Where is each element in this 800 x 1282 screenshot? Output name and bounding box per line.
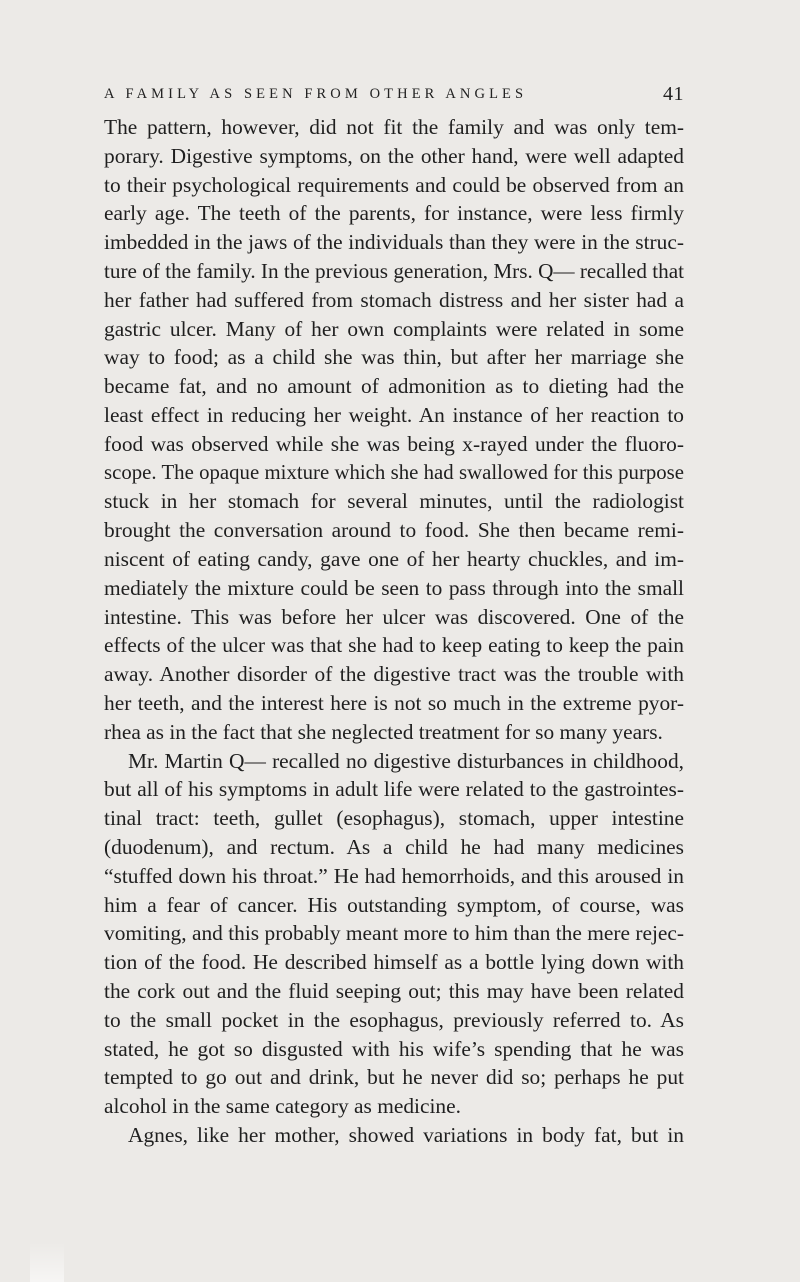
text-line: mediately the mixture could be seen to pass through into the small — [104, 575, 684, 600]
text-line: alcohol in the same category as medicine. — [104, 1094, 461, 1119]
text-line: away. Another disorder of the digestive tract was the trouble with — [104, 662, 684, 687]
text-line: least effect in reducing her weight. An instance of her reaction to — [104, 402, 684, 427]
running-head: A FAMILY AS SEEN FROM OTHER ANGLES — [104, 86, 528, 102]
text-line: him a fear of cancer. His outstanding symptom, of course, was — [104, 892, 684, 917]
text-line: way to food; as a child she was thin, but after her marriage she — [104, 345, 684, 370]
text-line: stated, he got so disgusted with his wife’s spending that he was — [104, 1036, 684, 1061]
text-line: imbedded in the jaws of the individuals than they were in the struc- — [104, 230, 684, 255]
text-line: intestine. This was before her ulcer was discovered. One of the — [104, 604, 684, 629]
text-line: niscent of eating candy, gave one of her hearty chuckles, and im- — [104, 546, 684, 571]
page-number: 41 — [663, 83, 684, 105]
text-line: her father had suffered from stomach distress and her sister had a — [104, 287, 684, 312]
text-line: effects of the ulcer was that she had to keep eating to keep the pain — [104, 633, 684, 658]
text-line: her teeth, and the interest here is not so much in the extreme pyor- — [104, 690, 684, 715]
text-line: to the small pocket in the esophagus, previously referred to. As — [104, 1007, 684, 1032]
text-line: Agnes, like her mother, showed variations in body fat, but in — [128, 1122, 684, 1147]
text-line: to their psychological requirements and could be observed from an — [104, 172, 684, 197]
text-line: rhea as in the fact that she neglected treatment for so many years. — [104, 719, 663, 744]
text-line: (duodenum), and rectum. As a child he had many medicines — [104, 834, 684, 859]
text-line: but all of his symptoms in adult life were related to the gastrointes- — [104, 777, 684, 802]
text-line: tion of the food. He described himself as a bottle lying down with — [104, 950, 684, 975]
text-line: The pattern, however, did not fit the family and was only tem- — [104, 115, 684, 139]
text-line: tinal tract: teeth, gullet (esophagus), stomach, upper intestine — [104, 806, 684, 831]
text-line: tempted to go out and drink, but he never did so; perhaps he put — [104, 1065, 684, 1090]
text-line: brought the conversation around to food. She then became remi- — [104, 518, 684, 543]
text-line: porary. Digestive symptoms, on the other hand, were well adapted — [104, 143, 684, 168]
text-line: Mr. Martin Q— recalled no digestive disturbances in childhood, — [128, 748, 684, 773]
text-line: gastric ulcer. Many of her own complaints were related in some — [104, 316, 684, 341]
text-line: “stuffed down his throat.” He had hemorrhoids, and this aroused in — [104, 863, 684, 888]
scan-artifact — [30, 1242, 64, 1282]
text-line: ture of the family. In the previous generation, Mrs. Q— recalled that — [104, 258, 684, 283]
text-line: vomiting, and this probably meant more to him than the mere rejec- — [104, 921, 684, 946]
text-line: stuck in her stomach for several minutes, until the radiologist — [104, 489, 684, 514]
text-line: early age. The teeth of the parents, for instance, were less firmly — [104, 201, 684, 226]
text-line: scope. The opaque mixture which she had swallowed for this purpose — [104, 460, 684, 484]
text-line: food was observed while she was being x-rayed under the fluoro- — [104, 431, 684, 456]
text-line: the cork out and the fluid seeping out; this may have been related — [104, 978, 684, 1003]
text-line: became fat, and no amount of admonition as to dieting had the — [104, 374, 684, 399]
body-text — [104, 113, 684, 1150]
page-header — [104, 83, 684, 108]
